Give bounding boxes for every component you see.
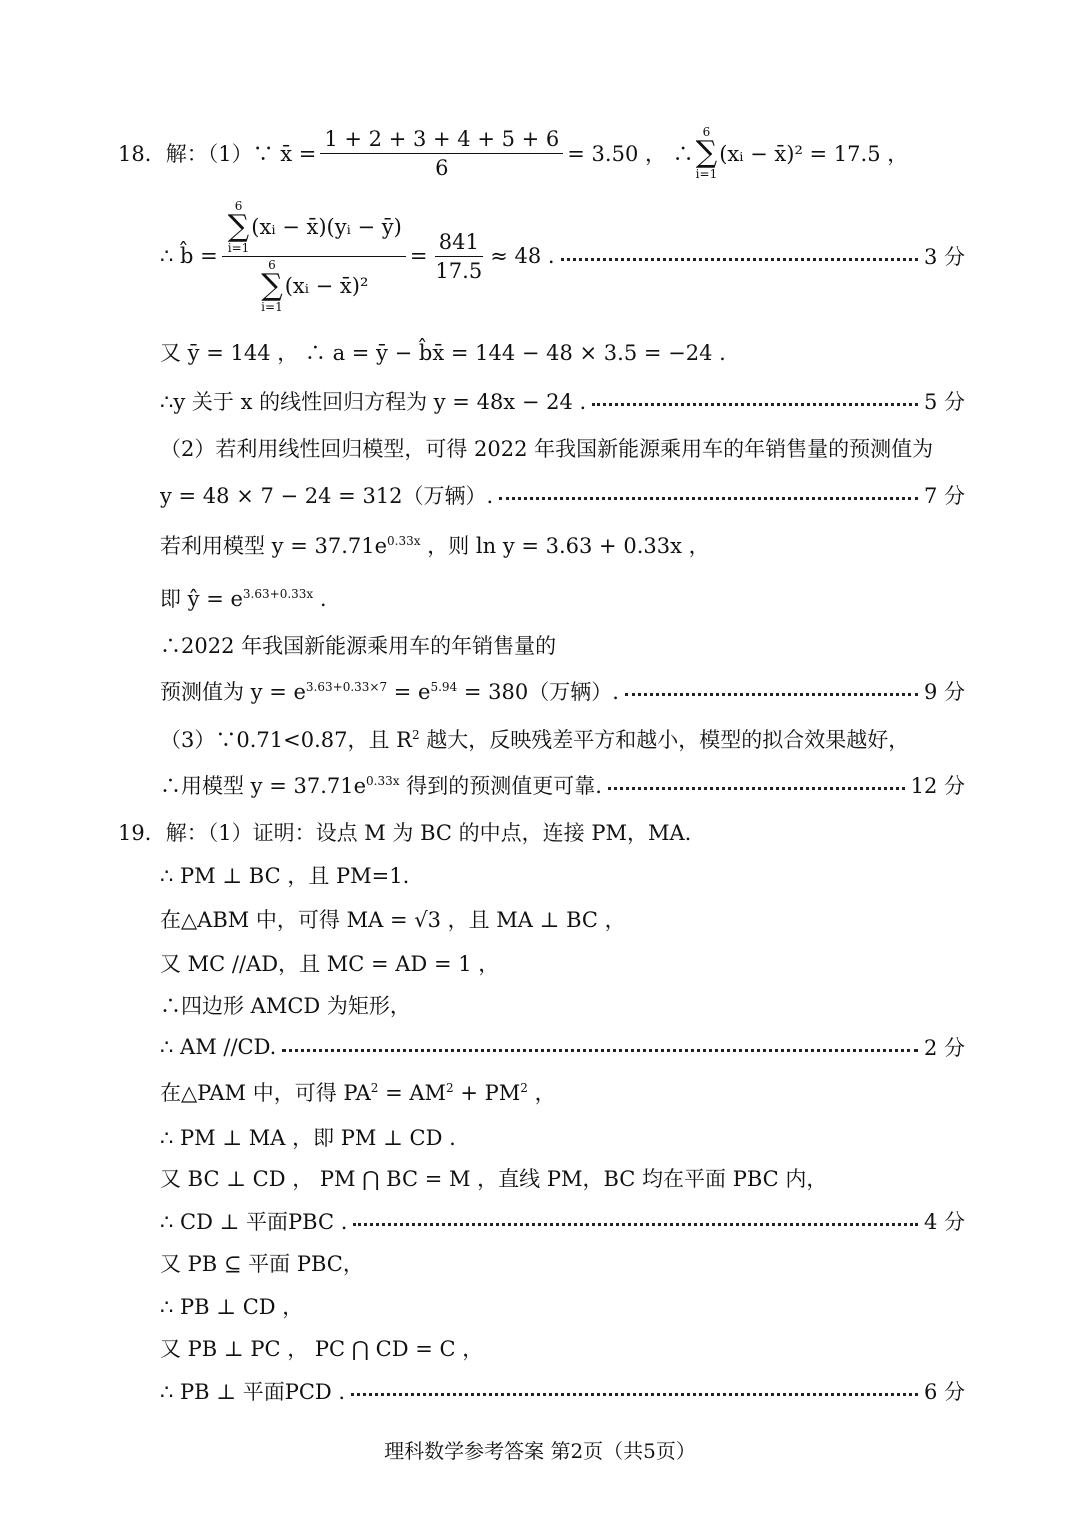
conclusion-text bbox=[160, 770, 602, 800]
page-footer: 理科数学参考答案 第2页（共5页） bbox=[384, 1439, 696, 1463]
q19-line-11 bbox=[160, 1245, 965, 1281]
q18-line-7-text bbox=[160, 530, 710, 560]
q19-line-8-text: ∴ PM ⊥ MA ，即 PM ⊥ CD . bbox=[160, 1126, 456, 1150]
dot-leader bbox=[353, 1223, 918, 1226]
fraction-numerator bbox=[222, 200, 406, 257]
q19-line-6 bbox=[160, 1029, 965, 1065]
dot-leader bbox=[561, 258, 918, 261]
prediction-result: = 380（万辆）. bbox=[457, 680, 619, 704]
q18-line-11-text bbox=[160, 724, 909, 754]
conclusion-a: ∴用模型 y = 37.71e bbox=[160, 774, 367, 798]
model-text: 若利用模型 y = 37.71e bbox=[160, 534, 388, 558]
q19-line-10 bbox=[160, 1203, 965, 1239]
score-label: 6 分 bbox=[923, 1380, 965, 1404]
b-hat-result: ≈ 48 . bbox=[490, 244, 555, 268]
comma: ， bbox=[527, 1081, 556, 1105]
q18-line-12 bbox=[160, 767, 965, 803]
q19-line-12 bbox=[160, 1288, 965, 1324]
sum-lower: i=1 bbox=[261, 299, 283, 314]
y-hat-text: 即 ŷ = e bbox=[160, 587, 243, 611]
q19-line-11-text: 又 PB ⊆ 平面 PBC， bbox=[160, 1252, 364, 1276]
q18-line-10 bbox=[160, 673, 965, 709]
dot-leader bbox=[625, 693, 918, 696]
q18-line-4 bbox=[160, 383, 965, 419]
q19-line-6-text: ∴ AM //CD. bbox=[160, 1035, 277, 1059]
prediction-text: 预测值为 y = e bbox=[160, 680, 306, 704]
period: . bbox=[313, 587, 327, 611]
score-label: 9 分 bbox=[923, 680, 965, 704]
sum-symbol bbox=[696, 126, 718, 180]
equals-e: = e bbox=[387, 680, 431, 704]
q18-line-6 bbox=[160, 477, 965, 513]
exponent: 2 bbox=[370, 1081, 379, 1095]
pm-text: + PM bbox=[453, 1081, 521, 1105]
sigma-icon: ∑ bbox=[261, 267, 283, 303]
fraction-denominator: 6 bbox=[435, 155, 449, 180]
q18-line-11 bbox=[160, 721, 965, 757]
score-label: 5 分 bbox=[923, 390, 965, 414]
exponent: 3.63+0.33×7 bbox=[305, 680, 388, 694]
q19-line-1-text: 19．解：（1）证明：设点 M 为 BC 的中点，连接 PM，MA. bbox=[118, 821, 692, 845]
equals-sign: = bbox=[409, 244, 428, 268]
q18-line-7 bbox=[160, 527, 965, 563]
score-label: 3 分 bbox=[923, 245, 965, 269]
exponent: 3.63+0.33x bbox=[242, 587, 314, 601]
linear-prediction: y = 48 × 7 − 24 = 312（万辆）. bbox=[160, 484, 494, 508]
pythagoras-text bbox=[160, 1077, 556, 1107]
conclusion-b: 得到的预测值更可靠. bbox=[399, 774, 602, 798]
log-text: ，则 ln y = 3.63 + 0.33x ， bbox=[420, 534, 710, 558]
sum-symbol bbox=[261, 259, 283, 313]
q19-line-14 bbox=[160, 1373, 965, 1409]
score-label: 12 分 bbox=[910, 774, 965, 798]
sum-lower: i=1 bbox=[227, 240, 250, 255]
q19-line-7 bbox=[160, 1074, 965, 1110]
q18-line-3 bbox=[160, 334, 965, 370]
regression-equation: ∴y 关于 x 的线性回归方程为 y = 48x − 24 . bbox=[160, 390, 587, 414]
fraction-numerator: 841 bbox=[435, 230, 483, 257]
q19-line-10-text: ∴ CD ⊥ 平面PBC . bbox=[160, 1210, 348, 1234]
q19-line-5-text: ∴四边形 AMCD 为矩形， bbox=[160, 994, 411, 1018]
q19-line-2-text: ∴ PM ⊥ BC ，且 PM=1. bbox=[160, 864, 410, 888]
q19-line-12-text: ∴ PB ⊥ CD ， bbox=[160, 1295, 304, 1319]
dot-leader bbox=[592, 403, 918, 406]
q19-line-4-text: 又 MC //AD，且 MC = AD = 1 ， bbox=[160, 952, 500, 976]
q18-line-3-text: 又 ȳ = 144 ， ∴ a = ȳ − b̂x̄ = 144 − 48 × 3.5 = −24 . bbox=[160, 341, 726, 365]
dot-leader bbox=[608, 787, 905, 790]
exponent: 2 bbox=[520, 1081, 528, 1095]
fraction-numerator: 1 + 2 + 3 + 4 + 5 + 6 bbox=[320, 127, 563, 154]
value-fraction bbox=[431, 230, 486, 283]
sum-upper: 6 bbox=[268, 257, 276, 272]
q18-line-9 bbox=[160, 627, 965, 663]
q19-line-13-text: 又 PB ⊥ PC ， PC ⋂ CD = C ， bbox=[160, 1337, 484, 1361]
q19-line-9 bbox=[160, 1160, 965, 1196]
q19-line-13 bbox=[160, 1330, 965, 1366]
q19-line-2 bbox=[160, 857, 965, 893]
mean-x-result: = 3.50 ， ∴ bbox=[567, 142, 694, 166]
exponent: 0.33x bbox=[387, 534, 421, 548]
score-label: 7 分 bbox=[923, 484, 965, 508]
fraction-denominator: 17.5 bbox=[435, 258, 483, 283]
sum-upper: 6 bbox=[234, 198, 243, 213]
q18-line-1 bbox=[118, 125, 965, 181]
sigma-icon: ∑ bbox=[695, 135, 718, 170]
q18-line-8 bbox=[160, 580, 965, 616]
score-label: 2 分 bbox=[923, 1036, 965, 1060]
sum-lower: i=1 bbox=[695, 167, 718, 181]
q19-line-4 bbox=[160, 945, 965, 981]
b-hat-prefix: ∴ b̂ = bbox=[160, 244, 218, 268]
dot-leader bbox=[282, 1049, 918, 1052]
exponent: 2 bbox=[446, 1081, 454, 1095]
sum-upper: 6 bbox=[702, 125, 711, 139]
q19-line-1 bbox=[118, 814, 965, 850]
q19-line-8 bbox=[160, 1119, 965, 1155]
q18-line-5-text: （2）若利用线性回归模型，可得 2022 年我国新能源乘用车的年销售量的预测值为 bbox=[160, 437, 934, 461]
pa-text: 在△PAM 中，可得 PA bbox=[160, 1081, 371, 1105]
sum-symbol bbox=[228, 200, 250, 254]
mean-x-fraction bbox=[320, 127, 563, 180]
sum-sq-expr: (xᵢ − x̄)² = 17.5 ， bbox=[719, 142, 909, 166]
exponent: 5.94 bbox=[430, 680, 458, 694]
exp-prediction bbox=[160, 676, 619, 706]
denominator-expr: (xᵢ − x̄)² bbox=[284, 273, 369, 298]
q18-line-9-text: ∴2022 年我国新能源乘用车的年销售量的 bbox=[160, 634, 557, 658]
numerator-expr: (xᵢ − x̄)(yᵢ − ȳ) bbox=[251, 214, 402, 239]
comparison-text: （3）∵0.71<0.87，且 R bbox=[160, 728, 412, 752]
b-hat-fraction bbox=[222, 200, 406, 313]
q18-line-8-text bbox=[160, 583, 327, 613]
q19-line-5 bbox=[160, 987, 965, 1023]
sigma-icon: ∑ bbox=[227, 208, 250, 244]
dot-leader bbox=[499, 497, 918, 500]
comparison-tail: 越大，反映残差平方和越小，模型的拟合效果越好， bbox=[419, 728, 910, 752]
q19-line-14-text: ∴ PB ⊥ 平面PCD . bbox=[160, 1380, 346, 1404]
fraction-denominator bbox=[255, 257, 372, 313]
q18-line-5 bbox=[160, 430, 965, 466]
exponent: 0.33x bbox=[366, 774, 400, 788]
q19-line-3-text: 在△ABM 中，可得 MA = √3 ，且 MA ⊥ BC ， bbox=[160, 908, 626, 932]
dot-leader bbox=[351, 1393, 918, 1396]
q19-line-9-text: 又 BC ⊥ CD ， PM ⋂ BC = M ，直线 PM，BC 均在平面 PBC 内， bbox=[160, 1167, 828, 1191]
q18-prefix: 18．解：（1）∵ x̄ = bbox=[118, 142, 317, 166]
score-label: 4 分 bbox=[923, 1210, 965, 1234]
q18-line-2 bbox=[160, 200, 965, 312]
q19-line-3 bbox=[160, 901, 965, 937]
am-text: = AM bbox=[378, 1081, 447, 1105]
exponent: 2 bbox=[411, 728, 420, 742]
